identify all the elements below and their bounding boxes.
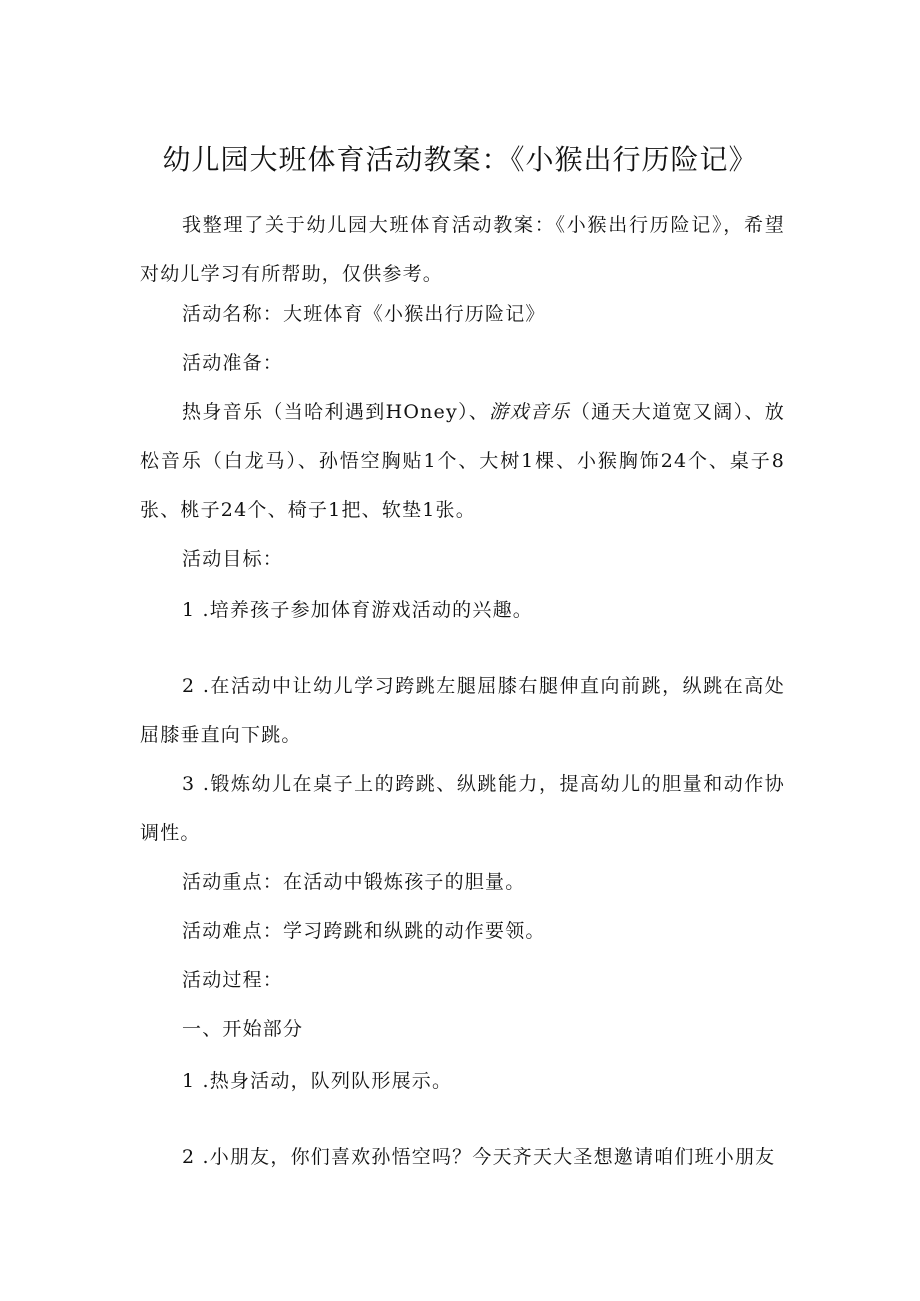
prep-text-b: （通天大道宽又阔）、放松音乐（白龙马）、孙悟空胸贴1个、大树1棵、小猴胸饰24个、桌子8张、桃子24个、椅子1把、软垫1张。 <box>140 401 785 521</box>
goal-item-1: 1 .培养孩子参加体育游戏活动的兴趣。 <box>182 599 533 621</box>
page-title: 幼儿园大班体育活动教案：《小猴出行历险记》 <box>162 143 758 176</box>
goal-item-3: 3 .锻炼幼儿在桌子上的跨跳、纵跳能力，提高幼儿的胆量和动作协调性。 <box>140 773 785 844</box>
key-point: 活动重点：在活动中锻炼孩子的胆量。 <box>182 871 526 893</box>
intro-paragraph: 我整理了关于幼儿园大班体育活动教案：《小猴出行历险记》，希望对幼儿学习有所帮助，仅供参考。 <box>140 214 785 285</box>
process-step-2: 2 .小朋友，你们喜欢孙悟空吗？今天齐天大圣想邀请咱们班小朋友 <box>182 1146 776 1168</box>
prep-paragraph <box>140 388 785 535</box>
process-heading: 活动过程： <box>182 969 284 991</box>
prep-italic-text: 游戏音乐 <box>489 401 571 423</box>
prep-text-a: 热身音乐（当哈利遇到HOney）、 <box>182 401 490 423</box>
prep-heading: 活动准备： <box>182 352 284 374</box>
activity-name: 活动名称：大班体育《小猴出行历险记》 <box>182 303 546 325</box>
process-step-1: 1 .热身活动，队列队形展示。 <box>182 1070 453 1092</box>
goals-heading: 活动目标： <box>182 548 284 570</box>
difficulty: 活动难点：学习跨跳和纵跳的动作要领。 <box>182 920 546 942</box>
goal-item-2: 2 .在活动中让幼儿学习跨跳左腿屈膝右腿伸直向前跳，纵跳在高处屈膝垂直向下跳。 <box>140 675 785 746</box>
part-one-heading: 一、开始部分 <box>182 1018 304 1040</box>
